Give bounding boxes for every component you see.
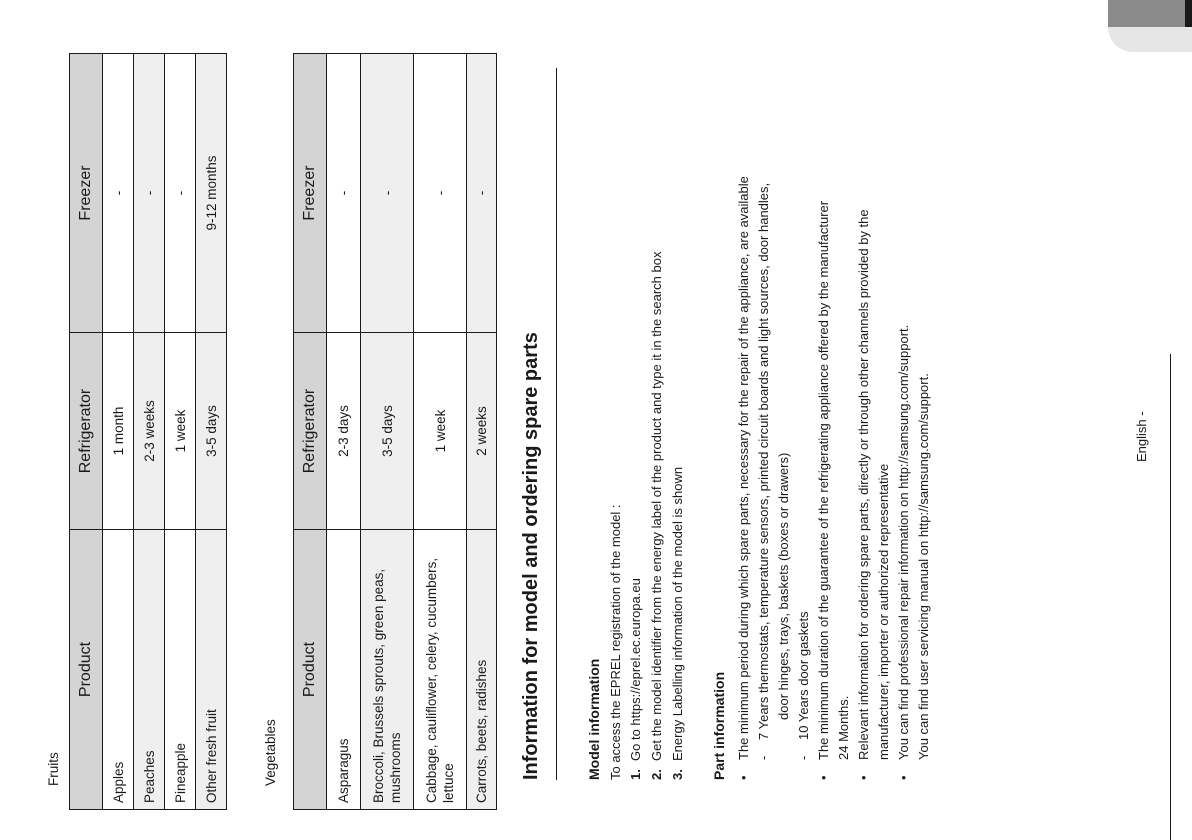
- bullet-glyph: •: [736, 775, 751, 780]
- chapter-tab: [1108, 0, 1192, 52]
- header-freezer: Freezer: [70, 54, 103, 333]
- page-edge-rule: [1170, 354, 1171, 840]
- sub-item-text: 10 Years door gaskets: [796, 611, 811, 740]
- step-number: 1.: [628, 769, 643, 780]
- table-header-row: [70, 54, 103, 810]
- refrigerator-cell: 2 weeks: [467, 333, 497, 530]
- step-text: Get the model identifier from the energy label of the product and type it in the search box: [649, 251, 664, 761]
- model-info-steps: [625, 252, 688, 780]
- table-row: [103, 54, 134, 810]
- table-row: [327, 54, 361, 810]
- dash-glyph: -: [796, 755, 811, 760]
- section-title: Information for model and ordering spare parts: [520, 332, 542, 780]
- bullet-text: The minimum period during which spare parts, necessary for the repair of the appliance, are available: [736, 176, 751, 760]
- list-item: [667, 252, 688, 780]
- bullet-glyph: •: [896, 775, 911, 780]
- tab-dark-segment: [1185, 0, 1192, 27]
- product-cell: Carrots, beets, radishes: [467, 530, 497, 810]
- model-info-heading: Model information: [586, 658, 602, 780]
- bullet-text: The minimum duration of the guarantee of the refrigerating appliance offered by the manufacturer: [816, 200, 831, 760]
- bullet-text: Relevant information for ordering spare parts, directly or through other channels provided by the: [856, 209, 871, 760]
- refrigerator-cell: 1 month: [103, 333, 134, 530]
- dash-glyph: -: [756, 755, 771, 760]
- bullet-continuation: manufacturer, importer or authorized representative: [876, 463, 891, 760]
- table-row: [414, 54, 467, 810]
- vegetables-table: [293, 53, 497, 810]
- bullet-continuation: You can find user servicing manual on http://samsung.com/support.: [916, 373, 931, 760]
- product-cell: Peaches: [134, 530, 165, 810]
- fruits-caption: Fruits: [46, 752, 61, 786]
- refrigerator-cell: 1 week: [414, 333, 467, 530]
- tab-light-segment: [1108, 27, 1192, 52]
- step-number: 2.: [649, 769, 664, 780]
- freezer-cell: 9-12 months: [196, 54, 227, 333]
- product-cell: Other fresh fruit: [196, 530, 227, 810]
- list-item: [854, 40, 874, 780]
- table-row: [165, 54, 196, 810]
- freezer-cell: -: [134, 54, 165, 333]
- product-cell: Apples: [103, 530, 134, 810]
- table-header-row: [294, 54, 327, 810]
- sub-item: [754, 182, 774, 760]
- refrigerator-cell: 3-5 days: [196, 333, 227, 530]
- header-refrigerator: Refrigerator: [70, 333, 103, 530]
- bullet-glyph: •: [816, 775, 831, 780]
- freezer-cell: -: [327, 54, 361, 333]
- step-text: Go to https://eprel.ec.europa.eu: [628, 578, 643, 761]
- sub-item-continuation: door hinges, trays, baskets (boxes or drawers): [776, 452, 791, 720]
- tab-mid-segment: [1108, 0, 1185, 27]
- list-item: [894, 40, 914, 780]
- refrigerator-cell: 2-3 weeks: [134, 333, 165, 530]
- refrigerator-cell: 2-3 days: [327, 333, 361, 530]
- footer-language: English -: [1134, 411, 1149, 462]
- freezer-cell: -: [467, 54, 497, 333]
- bullet-continuation: 24 Months.: [836, 695, 851, 760]
- sub-item: [794, 611, 814, 760]
- part-info-heading: Part information: [711, 671, 727, 780]
- table-row: [134, 54, 165, 810]
- header-refrigerator: Refrigerator: [294, 333, 327, 530]
- model-info-intro: To access the EPREL registration of the model :: [608, 504, 623, 780]
- header-product: Product: [294, 530, 327, 810]
- sub-item-text: 7 Years thermostats, temperature sensors, printed circuit boards and light sources, door handles,: [756, 182, 771, 740]
- product-cell: Asparagus: [327, 530, 361, 810]
- freezer-cell: -: [103, 54, 134, 333]
- refrigerator-cell: 1 week: [165, 333, 196, 530]
- bullet-glyph: •: [856, 775, 871, 780]
- step-text: Energy Labelling information of the model is shown: [670, 466, 685, 761]
- product-cell: Broccoli, Brussels sprouts, green peas, mushrooms: [361, 530, 414, 810]
- product-cell: Cabbage, cauliflower, celery, cucumbers, lettuce: [414, 530, 467, 810]
- list-item: [814, 40, 834, 780]
- header-freezer: Freezer: [294, 54, 327, 333]
- table-row: [467, 54, 497, 810]
- list-item: [646, 252, 667, 780]
- freezer-cell: -: [165, 54, 196, 333]
- list-item: [734, 40, 754, 780]
- table-row: [361, 54, 414, 810]
- freezer-cell: -: [361, 54, 414, 333]
- step-number: 3.: [670, 769, 685, 780]
- header-product: Product: [70, 530, 103, 810]
- refrigerator-cell: 3-5 days: [361, 333, 414, 530]
- section-divider: [556, 68, 557, 780]
- table-row: [196, 54, 227, 810]
- freezer-cell: -: [414, 54, 467, 333]
- product-cell: Pineapple: [165, 530, 196, 810]
- list-item: [625, 252, 646, 780]
- fruits-table: [69, 53, 227, 810]
- vegetables-caption: Vegetables: [263, 719, 278, 786]
- bullet-text: You can find professional repair information on http://samsung.com/support.: [896, 324, 911, 760]
